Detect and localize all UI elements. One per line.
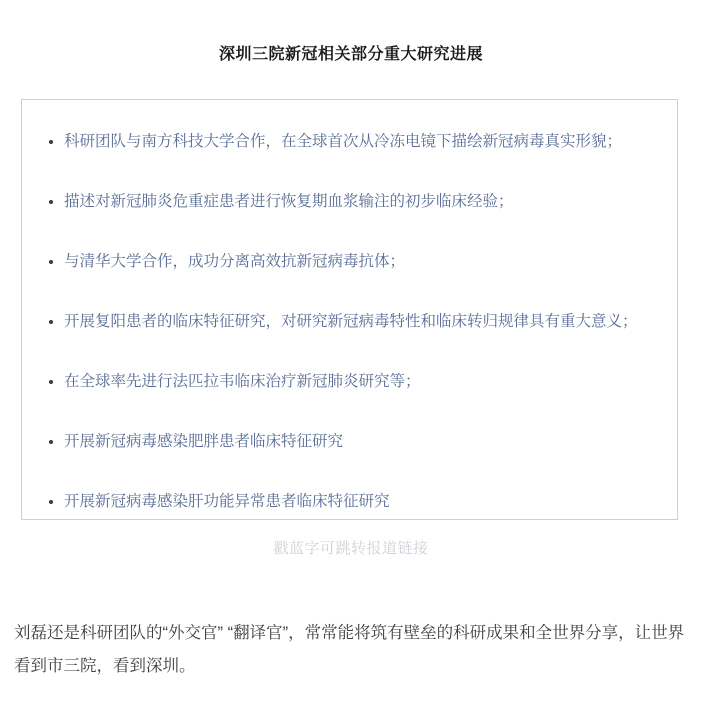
- body-paragraph: 刘磊还是科研团队的“外交官” “翻译官”，常常能将筑有壁垒的科研成果和全世界分享，让世界看到市三院，看到深圳。: [14, 624, 685, 675]
- list-item: [64, 432, 661, 452]
- list-item: [64, 192, 661, 212]
- research-link[interactable]: 在全球率先进行法匹拉韦临床治疗新冠肺炎研究等；: [64, 373, 421, 390]
- research-link[interactable]: 开展复阳患者的临床特征研究，对研究新冠病毒特性和临床转归规律具有重大意义；: [64, 313, 638, 330]
- image-caption: 戳蓝字可跳转报道链接: [273, 540, 429, 557]
- list-item: [64, 372, 661, 392]
- list-item: [64, 252, 661, 272]
- research-link[interactable]: 与清华大学合作，成功分离高效抗新冠病毒抗体；: [64, 253, 406, 270]
- list-item: [64, 312, 661, 332]
- research-list: [22, 132, 661, 512]
- research-link[interactable]: 开展新冠病毒感染肥胖患者临床特征研究: [64, 433, 344, 450]
- research-link[interactable]: 描述对新冠肺炎危重症患者进行恢复期血浆输注的初步临床经验；: [64, 193, 514, 210]
- list-item: [64, 492, 661, 512]
- research-link[interactable]: 科研团队与南方科技大学合作，在全球首次从冷冻电镜下描绘新冠病毒真实形貌；: [64, 133, 623, 150]
- research-link[interactable]: 开展新冠病毒感染肝功能异常患者临床特征研究: [64, 493, 390, 510]
- research-summary-box: [21, 99, 678, 520]
- list-item: [64, 132, 661, 152]
- page-title: 深圳三院新冠相关部分重大研究进展: [218, 46, 483, 63]
